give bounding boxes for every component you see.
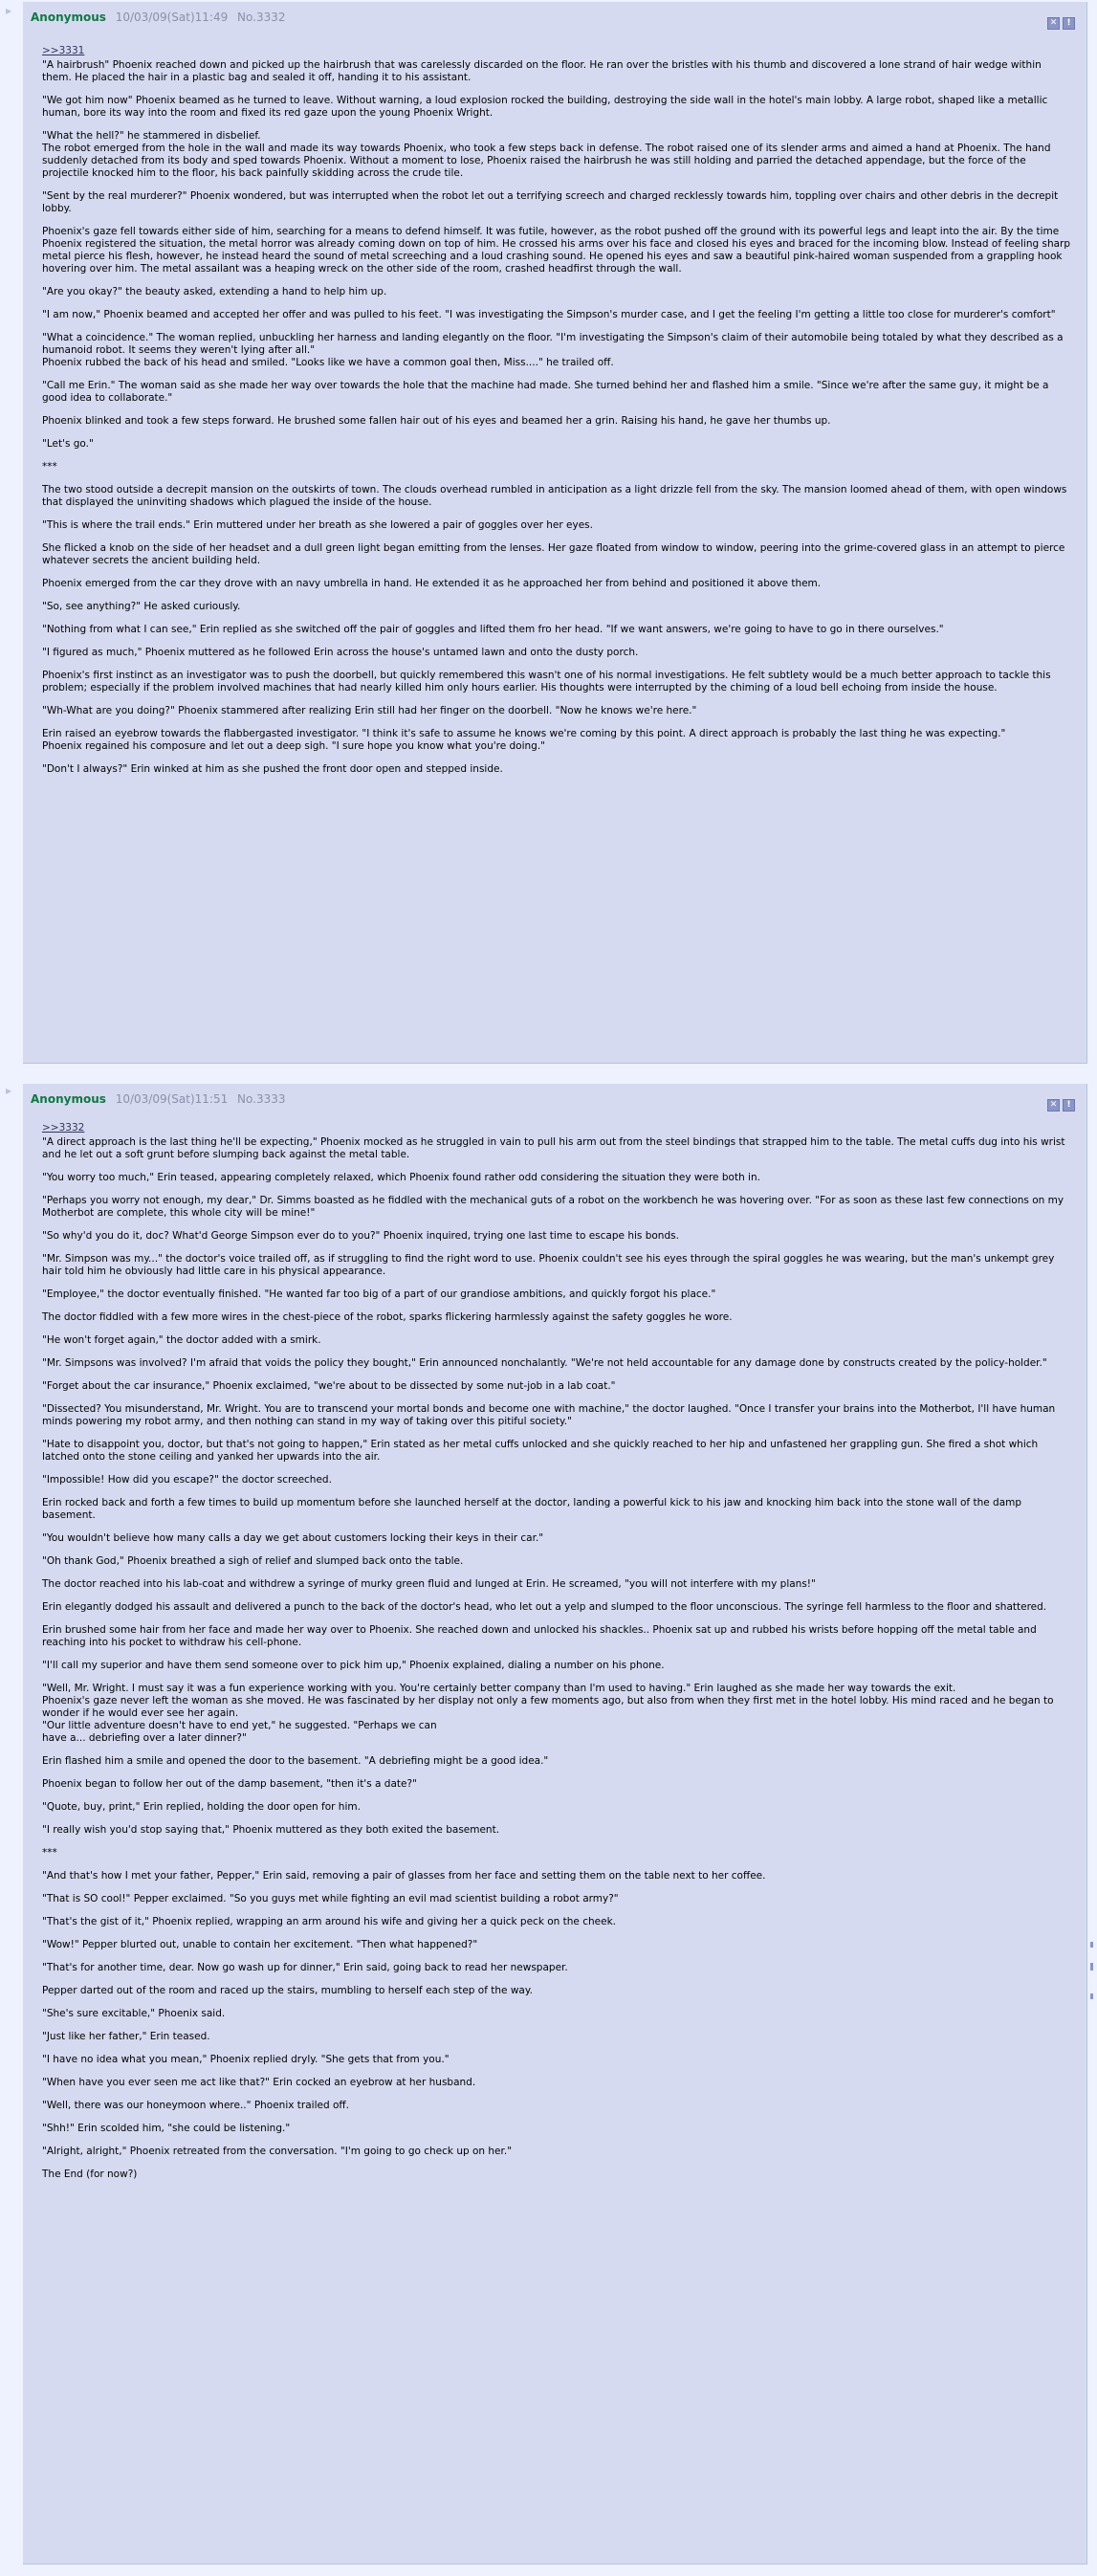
story-paragraph: "Hate to disappoint you, doctor, but that's not going to happen," Erin stated as her metal cuffs unlocked and she quickly reached to her hip and unfastened her grappling gun. She fired a shot which latched onto the stone ceiling and yanked her upwards into the air. [42, 1439, 1039, 1463]
post-actions [1044, 11, 1075, 28]
story-paragraph: Phoenix's first instinct as an investigator was to push the doorbell, but quickly remembered this wasn't one of his normal investigations. He felt subtlety would be a much better approach to tackle this problem; especially if the problem involved machines that had nearly killed him only hours earlier. His thoughts were interrupted by the chiming of a loud bell echoing from inside the house. [42, 670, 1051, 694]
scroll-marker [1090, 1963, 1093, 1971]
story-paragraph: "So, see anything?" He asked curiously. [42, 601, 241, 612]
story-paragraph: "I have no idea what you mean," Phoenix replied dryly. "She gets that from you." [42, 2054, 450, 2065]
story-paragraph: "Wh-What are you doing?" Phoenix stammered after realizing Erin still had her finger on the doorbell. "Now he knows we're here." [42, 705, 697, 716]
post-date: 10/03/09(Sat)11:51 [115, 1092, 229, 1106]
story-paragraph: "A hairbrush" Phoenix reached down and picked up the hairbrush that was carelessly discarded on the floor. He ran over the bristles with his thumb and discovered a lone strand of hair wedge within them. He placed the hair in a plastic bag and sealed it off, handing it to his assistant. [42, 59, 1042, 83]
quote-link[interactable]: >>3331 [42, 45, 85, 56]
story-paragraph: "Well, there was our honeymoon where.." Phoenix trailed off. [42, 2100, 349, 2111]
poster-name: Anonymous [31, 11, 106, 24]
story-paragraph: Erin flashed him a smile and opened the door to the basement. "A debriefing might be a good idea." [42, 1755, 549, 1767]
story-paragraph: Erin rocked back and forth a few times to build up momentum before she launched herself at the doctor, landing a powerful kick to his jaw and knocking him back into the stone wall of the damp basement. [42, 1497, 1022, 1521]
story-paragraph: "Just like her father," Erin teased. [42, 2031, 210, 2042]
scroll-marker [1090, 1993, 1093, 1999]
post-message [42, 1122, 1073, 2181]
post-reply [23, 2, 1087, 1064]
story-paragraph: "Sent by the real murderer?" Phoenix wondered, but was interrupted when the robot let out a terrifying screech and charged recklessly towards him, toppling over chairs and other debris in the decrepit lobby. [42, 190, 1059, 214]
story-paragraph: "We got him now" Phoenix beamed as he turned to leave. Without warning, a loud explosion rocked the building, destroying the side wall in the hotel's main lobby. A large robot, shaped like a metallic human, bore its way into the room and fixed its red gaze upon the young Phoenix Wright. [42, 95, 1048, 119]
story-paragraph: "Well, Mr. Wright. I must say it was a fun experience working with you. You're certainly better company than I'm used to having." Erin laughed as she made her way towards the exit. Phoenix's gaze never left the woman as she moved. He was fascinated by her display not only a few moments ago, but also from when they first met in the hotel lobby. His mind raced and he began to wonder if he would ever see her again. "Our little adventure doesn't have to end yet," he suggested. "Perhaps we can have a... debriefing over a later dinner?" [42, 1683, 1054, 1744]
post-arrow-icon: ▶ [6, 1087, 12, 1095]
story-paragraph: The End (for now?) [42, 2169, 138, 2180]
story-paragraph: "Oh thank God," Phoenix breathed a sigh of relief and slumped back onto the table. [42, 1555, 464, 1567]
delete-icon[interactable]: ✕ [1047, 1099, 1060, 1112]
story-paragraph: The two stood outside a decrepit mansion on the outskirts of town. The clouds overhead rumbled in anticipation as a light drizzle fell from the sky. The mansion loomed ahead of them, with open windows that displayed the uninviting shadows which plagued the inside of the house. [42, 484, 1067, 508]
story-paragraph: "I really wish you'd stop saying that," Phoenix muttered as they both exited the basement. [42, 1824, 500, 1836]
story-paragraph: Erin elegantly dodged his assault and delivered a punch to the back of the doctor's head, who let out a yelp and slumped to the floor unconscious. The syringe fell harmless to the floor and shattered. [42, 1601, 1047, 1613]
section-divider: *** [42, 461, 57, 473]
story-paragraph: "You wouldn't believe how many calls a day we get about customers locking their keys in their car." [42, 1532, 544, 1544]
story-paragraph: "I am now," Phoenix beamed and accepted her offer and was pulled to his feet. "I was investigating the Simpson's murder case, and I get the feeling I'm getting a little too close for murderer's comfort" [42, 309, 1056, 320]
story-paragraph: "I'll call my superior and have them send someone over to pick him up," Phoenix explained, dialing a number on his phone. [42, 1660, 665, 1671]
delete-icon[interactable]: ✕ [1047, 17, 1060, 30]
story-paragraph: "I figured as much," Phoenix muttered as he followed Erin across the house's untamed lawn and onto the dusty porch. [42, 647, 639, 658]
story-paragraph: "Nothing from what I can see," Erin replied as she switched off the pair of goggles and lifted them fro her head. "If we want answers, we're going to have to go in there ourselves." [42, 624, 944, 635]
story-paragraph: Phoenix emerged from the car they drove with an navy umbrella in hand. He extended it as he approached her from behind and positioned it above them. [42, 578, 822, 589]
story-paragraph: "Quote, buy, print," Erin replied, holding the door open for him. [42, 1801, 361, 1813]
post-number-link[interactable]: No.3333 [237, 1092, 286, 1106]
story-paragraph: "What the hell?" he stammered in disbelief. The robot emerged from the hole in the wall and made its way towards Phoenix, who took a few steps back in defense. The robot raised one of its slender arms and aimed a hand at Phoenix. The hand suddenly detached from its body and sped towards Phoenix. Without a moment to lose, Phoenix raised the hairbrush he was still holding and parried the detached appendage, but the force of the projectile knocked him to the floor, his back painfully skidding across the crude tile. [42, 130, 1051, 179]
story-paragraph: "When have you ever seen me act like that?" Erin cocked an eyebrow at her husband. [42, 2077, 476, 2088]
story-paragraph: Pepper darted out of the room and raced up the stairs, mumbling to herself each step of the way. [42, 1985, 533, 1996]
story-paragraph: "That's for another time, dear. Now go wash up for dinner," Erin said, going back to read her newspaper. [42, 1962, 568, 1973]
story-paragraph: "Call me Erin." The woman said as she made her way over towards the hole that the machine had made. She turned behind her and flashed him a smile. "Since we're after the same guy, it might be a good idea to collaborate." [42, 380, 1049, 404]
story-paragraph: "Wow!" Pepper blurted out, unable to contain her excitement. "Then what happened?" [42, 1939, 478, 1950]
post-actions [1044, 1092, 1075, 1110]
story-paragraph: "Mr. Simpsons was involved? I'm afraid that voids the policy they bought," Erin announced nonchalantly. "We're not held accountable for any damage done by constructs created by the policy-holder." [42, 1357, 1047, 1369]
story-paragraph: Erin brushed some hair from her face and made her way over to Phoenix. She reached down and unlocked his shackles.. Phoenix sat up and rubbed his wrists before hopping off the metal table and reaching into his pocket to withdraw his cell-phone. [42, 1624, 1037, 1648]
story-paragraph: Erin raised an eyebrow towards the flabbergasted investigator. "I think it's safe to assume he knows we're coming by this point. A direct approach is probably the last thing he was expecting." Phoenix regained his composure and let out a deep sigh. "I sure hope you know what you're doing." [42, 728, 1006, 752]
scroll-marker [1090, 1942, 1093, 1948]
story-paragraph: "Alright, alright," Phoenix retreated from the conversation. "I'm going to go check up on her." [42, 2146, 513, 2157]
quote-link[interactable]: >>3332 [42, 1122, 85, 1134]
story-paragraph: "So why'd you do it, doc? What'd George Simpson ever do to you?" Phoenix inquired, trying one last time to escape his bonds. [42, 1230, 679, 1242]
report-icon[interactable]: ! [1063, 17, 1075, 30]
story-paragraph: "She's sure excitable," Phoenix said. [42, 2008, 226, 2019]
story-paragraph: The doctor fiddled with a few more wires in the chest-piece of the robot, sparks flickering harmlessly against the safety goggles he wore. [42, 1311, 733, 1323]
story-paragraph: "Employee," the doctor eventually finished. "He wanted far too big of a part of our grandiose ambitions, and quickly forgot his place." [42, 1288, 716, 1300]
story-paragraph: Phoenix's gaze fell towards either side of him, searching for a means to defend himself. It was futile, however, as the robot pushed off the ground with its powerful legs and leapt into the air. By the time Phoenix registered the situation, the metal horror was already coming down on top of him. He crossed his arms over his face and closed his eyes and braced for the incoming blow. Instead of feeling sharp metal pierce his flesh, however, he instead heard the sound of metal screeching and a loud crashing sound. He opened his eyes and saw a beautiful pink-haired woman suspended from a grappling hook hovering over him. The metal assailant was a heaping wreck on the other side of the room, crashed headfirst through the wall. [42, 226, 1071, 275]
post-arrow-icon: ▶ [6, 7, 12, 15]
story-paragraph: "Are you okay?" the beauty asked, extending a hand to help him up. [42, 286, 387, 297]
story-paragraph: "You worry too much," Erin teased, appearing completely relaxed, which Phoenix found rather odd considering the situation they were both in. [42, 1172, 760, 1183]
story-paragraph: "Perhaps you worry not enough, my dear," Dr. Simms boasted as he fiddled with the mechanical guts of a robot on the workbench he was hovering over. "For as soon as these last few connections on my Motherbot are complete, this whole city will be mine!" [42, 1195, 1064, 1219]
story-paragraph: "What a coincidence." The woman replied, unbuckling her harness and landing elegantly on the floor. "I'm investigating the Simpson's claim of their automobile being totaled by what they described as a humanoid robot. It seems they weren't lying after all." Phoenix rubbed the back of his head and smiled. "Looks like we have a common goal then, Miss...." he trailed off. [42, 332, 1064, 368]
story-paragraph: "Shh!" Erin scolded him, "she could be listening." [42, 2123, 291, 2134]
poster-name: Anonymous [31, 1092, 106, 1106]
story-paragraph: "A direct approach is the last thing he'll be expecting," Phoenix mocked as he struggled in vain to pull his arm out from the steel bindings that strapped him to the table. The metal cuffs dug into his wrist and he let out a soft grunt before slumping back against the metal table. [42, 1136, 1065, 1160]
post-header [31, 1091, 286, 1107]
story-paragraph: "Don't I always?" Erin winked at him as she pushed the front door open and stepped inside. [42, 763, 503, 775]
story-paragraph: "And that's how I met your father, Pepper," Erin said, removing a pair of glasses from her face and setting them on the table next to her coffee. [42, 1870, 766, 1882]
story-paragraph: "Dissected? You misunderstand, Mr. Wright. You are to transcend your mortal bonds and become one with machine," the doctor laughed. "Once I transfer your brains into the Motherbot, I'll have human minds powering my robot army, and then nothing can stand in my way of taking over this pitiful society." [42, 1403, 1056, 1427]
story-paragraph: "That is SO cool!" Pepper exclaimed. "So you guys met while fighting an evil mad scientist building a robot army?" [42, 1893, 619, 1904]
story-paragraph: She flicked a knob on the side of her headset and a dull green light began emitting from the lenses. Her gaze floated from window to window, peering into the grime-covered glass in an attempt to pierce whatever secrets the ancient building held. [42, 542, 1065, 566]
story-paragraph: "Let's go." [42, 438, 94, 450]
report-icon[interactable]: ! [1063, 1099, 1075, 1112]
post-number-link[interactable]: No.3332 [237, 11, 286, 24]
story-paragraph: Phoenix blinked and took a few steps forward. He brushed some fallen hair out of his eyes and beamed her a grin. Raising his hand, he gave her thumbs up. [42, 415, 831, 427]
story-paragraph: "Impossible! How did you escape?" the doctor screeched. [42, 1474, 332, 1486]
story-paragraph: The doctor reached into his lab-coat and withdrew a syringe of murky green fluid and lunged at Erin. He screamed, "you will not interfere with my plans!" [42, 1578, 816, 1590]
story-paragraph: "This is where the trail ends." Erin muttered under her breath as she lowered a pair of goggles over her eyes. [42, 519, 593, 531]
section-divider: *** [42, 1847, 57, 1859]
story-paragraph: "Mr. Simpson was my..." the doctor's voice trailed off, as if struggling to find the right word to use. Phoenix couldn't see his eyes through the spiral goggles he was wearing, but the man's unkempt grey hair told him he obviously had little care in his physical appearance. [42, 1253, 1055, 1277]
post-reply [23, 1084, 1087, 2565]
story-paragraph: "Forget about the car insurance," Phoenix exclaimed, "we're about to be dissected by some nut-job in a lab coat." [42, 1380, 616, 1392]
story-paragraph: "He won't forget again," the doctor added with a smirk. [42, 1334, 321, 1346]
post-message [42, 45, 1073, 776]
post-header [31, 10, 286, 25]
story-paragraph: "That's the gist of it," Phoenix replied, wrapping an arm around his wife and giving her a quick peck on the cheek. [42, 1916, 616, 1927]
post-date: 10/03/09(Sat)11:49 [115, 11, 229, 24]
story-paragraph: Phoenix began to follow her out of the damp basement, "then it's a date?" [42, 1778, 417, 1790]
